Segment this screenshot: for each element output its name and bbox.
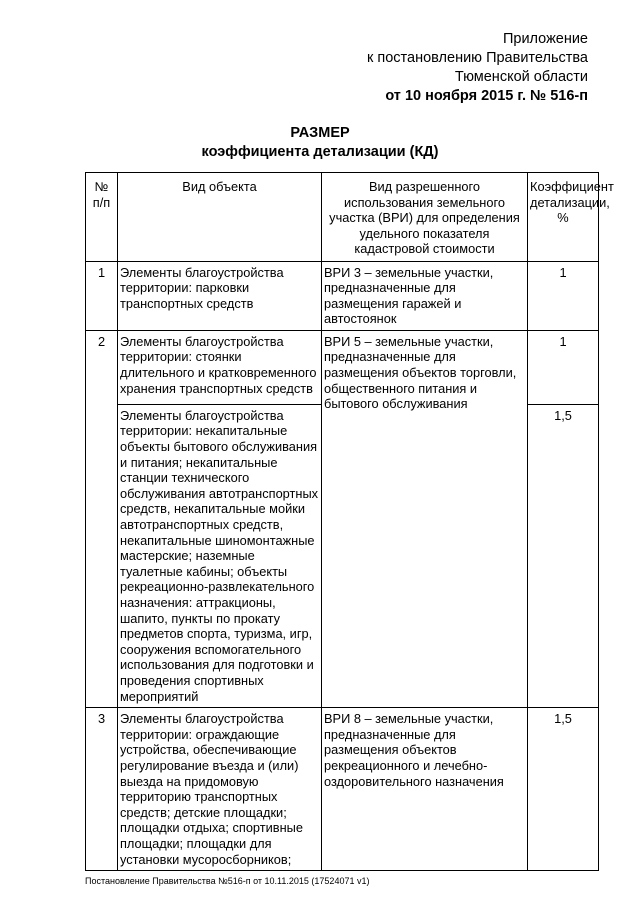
table-header-row [86,173,599,262]
table-row [86,330,599,404]
row-coefficient: 1 [528,330,599,404]
row-vri: ВРИ 8 – земельные участки, предназначенные для размещения объектов рекреационного и лечебно-оздоровительного назначения [322,708,528,871]
row-coefficient: 1 [528,261,599,330]
appendix-line-1: Приложение [502,31,588,47]
row-object: Элементы благоустройства территории: парковки транспортных средств [118,261,322,330]
row-object: Элементы благоустройства территории: ограждающие устройства, обеспечивающие регулирование въезда и (или) выезда на придомовую территорию транспортных средств; детские площадки; площадки отдыха; спортивные площадки; площадки для установки мусоросборников; [118,708,322,871]
appendix-line-3: Тюменской области [454,69,588,85]
header-number: № п/п [86,173,118,262]
row-number: 2 [86,330,118,707]
coefficient-table [85,172,614,871]
document-footer: Постановление Правительства №516-п от 10.11.2015 (17524071 v1) [85,876,370,886]
header-object: Вид объекта [118,173,322,262]
table-row [86,708,599,871]
row-vri: ВРИ 5 – земельные участки, предназначенные для размещения объектов торговли, общественного питания и бытового обслуживания [322,330,528,707]
row-coefficient: 1,5 [528,708,599,871]
row-coefficient: 1,5 [528,404,599,707]
header-coefficient: Коэффициент детализации, % [528,173,599,262]
title-size: РАЗМЕР [290,125,350,141]
table-row [86,261,599,330]
title-coefficient: коэффициента детализации (КД) [201,144,439,160]
appendix-block [288,30,588,106]
header-vri: Вид разрешенного использования земельного участка (ВРИ) для определения удельного показателя кадастровой стоимости [322,173,528,262]
appendix-date-number: от 10 ноября 2015 г. № 516-п [385,88,588,104]
row-number: 1 [86,261,118,330]
appendix-line-2: к постановлению Правительства [367,50,588,66]
row-number: 3 [86,708,118,871]
row-object: Элементы благоустройства территории: некапитальные объекты бытового обслуживания и питания; некапитальные станции технического обслуживания автотранспортных средств, некапитальные мойки автотранспортных средств, некапитальные шиномонтажные мастерские; наземные туалетные кабины; объекты рекреационно-развлекательного назначения: аттракционы, шапито, пункты по прокату предметов спорта, туризма, игр, сооружения вспомогательного использования для подготовки и проведения спортивных мероприятий [118,404,322,707]
row-object: Элементы благоустройства территории: стоянки длительного и кратковременного хранения транспортных средств [118,330,322,404]
row-vri: ВРИ 3 – земельные участки, предназначенные для размещения гаражей и автостоянок [322,261,528,330]
